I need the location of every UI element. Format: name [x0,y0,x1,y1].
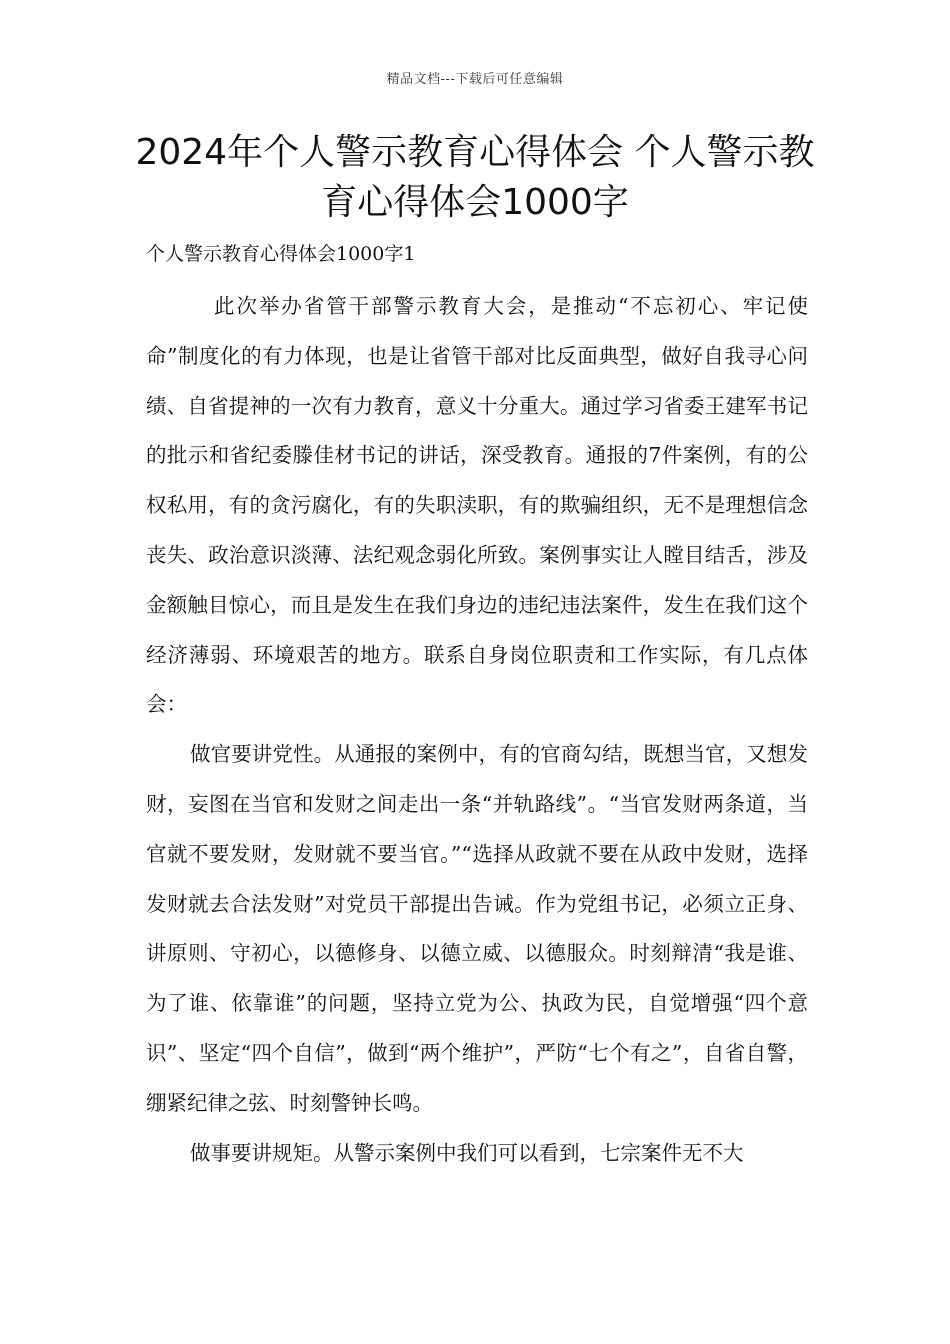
document-body [146,282,808,1178]
header-note: 精品文档---下载后可任意编辑 [386,72,564,87]
paragraph-party-spirit: 做官要讲党性。从通报的案例中，有的官商勾结，既想当官，又想发财，妄图在当官和发财之间走出一条“并轨路线”。“当官发财两条道，当官就不要发财，发财就不要当官。”“选择从政就不要在从政中发财，选择发财就去合法发财”对党员干部提出告诫。作为党组书记，必须立正身、讲原则、守初心，以德修身、以德立威、以德服众。时刻辩清“我是谁、为了谁、依靠谁”的问题，坚持立党为公、执政为民，自觉增强“四个意识”、坚定“四个自信”，做到“两个维护”，严防“七个有之”，自省自警，绷紧纪律之弦、时刻警钟长鸣。 [146,742,808,1115]
document-title: 2024年个人警示教育心得体会 个人警示教育心得体会1000字 [135,132,815,223]
paragraph-rules: 做事要讲规矩。从警示案例中我们可以看到，七宗案件无不大 [190,1140,744,1165]
paragraph-intro: 此次举办省管干部警示教育大会，是推动“不忘初心、牢记使命”制度化的有力体现，也是让省管干部对比反面典型，做好自我寻心问绩、自省提神的一次有力教育，意义十分重大。通过学习省委王建军书记的批示和省纪委滕佳材书记的讲话，深受教育。通报的7件案例，有的公权私用，有的贪污腐化，有的失职渎职，有的欺骗组织，无不是理想信念丧失、政治意识淡薄、法纪观念弱化所致。案例事实让人瞠目结舌，涉及金额触目惊心，而且是发生在我们身边的违纪违法案件，发生在我们这个经济薄弱、环境艰苦的地方。联系自身岗位职责和工作实际，有几点体会： [146,294,808,717]
section-subtitle: 个人警示教育心得体会1000字1 [146,243,416,265]
